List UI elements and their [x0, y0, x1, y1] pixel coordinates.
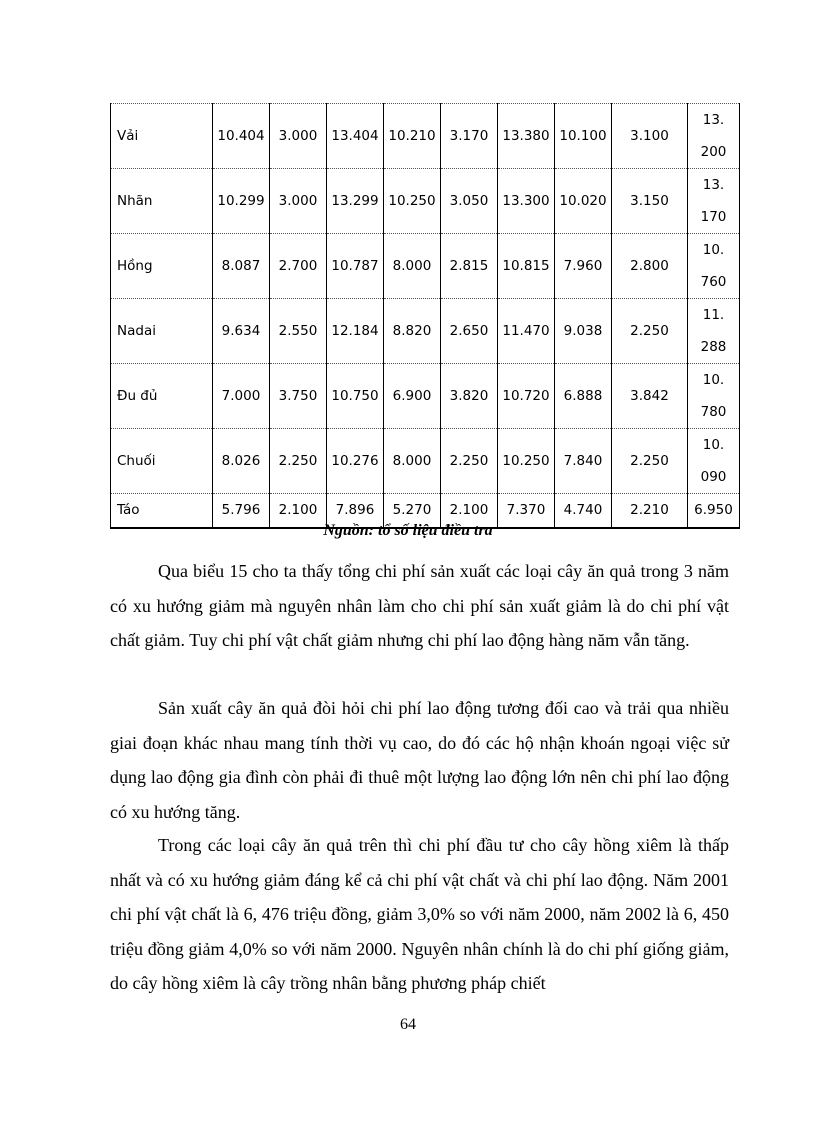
value-cell: 10.250 [498, 429, 555, 494]
value-cell: 10.210 [384, 104, 441, 169]
value-cell: 6.888 [555, 364, 612, 429]
value-cell: 7.896 [327, 494, 384, 529]
value-cell: 3.100 [612, 104, 688, 169]
value-cell: 10.404 [213, 104, 270, 169]
value-cell: 3.170 [441, 104, 498, 169]
crop-name-cell: Nadai [111, 299, 213, 364]
table-row [111, 234, 740, 299]
value-cell: 3.820 [441, 364, 498, 429]
value-cell: 2.100 [270, 494, 327, 529]
value-cell: 8.820 [384, 299, 441, 364]
value-cell: 13.404 [327, 104, 384, 169]
value-cell: 2.250 [441, 429, 498, 494]
crop-name-cell: Vải [111, 104, 213, 169]
crop-name-cell: Hồng [111, 234, 213, 299]
value-cell: 11. 288 [688, 299, 740, 364]
paragraph-3: Trong các loại cây ăn quả trên thì chi phí đầu tư cho cây hồng xiêm là thấp nhất và có xu hướng giảm đáng kể cả chi phí vật chất và chi phí lao động. Năm 2001 chi phí vật chất là 6, 476 triệu đồng, giảm 3,0% so với năm 2000, năm 2002 là 6, 450 triệu đồng giảm 4,0% so với năm 2000. Nguyên nhân chính là do chi phí giống giảm, do cây hồng xiêm là cây trồng nhân bằng phương pháp chiết [110, 835, 729, 993]
value-cell: 10. 090 [688, 429, 740, 494]
value-cell: 10.750 [327, 364, 384, 429]
table-row [111, 169, 740, 234]
value-cell: 10. 760 [688, 234, 740, 299]
value-cell: 10.815 [498, 234, 555, 299]
cost-table-body [111, 104, 740, 529]
value-cell: 3.050 [441, 169, 498, 234]
value-cell: 2.250 [270, 429, 327, 494]
value-cell: 10.020 [555, 169, 612, 234]
value-cell: 2.100 [441, 494, 498, 529]
value-cell: 13.299 [327, 169, 384, 234]
crop-name-cell: Táo [111, 494, 213, 529]
value-cell: 3.000 [270, 169, 327, 234]
value-cell: 11.470 [498, 299, 555, 364]
value-cell: 2.250 [612, 429, 688, 494]
value-cell: 8.000 [384, 429, 441, 494]
value-cell: 10.787 [327, 234, 384, 299]
value-cell: 9.038 [555, 299, 612, 364]
crop-name-cell: Đu đủ [111, 364, 213, 429]
crop-name-cell: Chuối [111, 429, 213, 494]
page-number: 64 [400, 1016, 416, 1033]
value-cell: 7.960 [555, 234, 612, 299]
value-cell: 3.150 [612, 169, 688, 234]
value-cell: 10.276 [327, 429, 384, 494]
value-cell: 13.300 [498, 169, 555, 234]
table-row [111, 104, 740, 169]
value-cell: 7.370 [498, 494, 555, 529]
value-cell: 2.650 [441, 299, 498, 364]
cost-table [110, 103, 740, 529]
value-cell: 2.815 [441, 234, 498, 299]
value-cell: 8.000 [384, 234, 441, 299]
table-row [111, 429, 740, 494]
value-cell: 3.842 [612, 364, 688, 429]
value-cell: 6.950 [688, 494, 740, 529]
value-cell: 9.634 [213, 299, 270, 364]
value-cell: 2.550 [270, 299, 327, 364]
value-cell: 7.000 [213, 364, 270, 429]
crop-name-cell: Nhãn [111, 169, 213, 234]
value-cell: 2.800 [612, 234, 688, 299]
value-cell: 3.750 [270, 364, 327, 429]
value-cell: 8.026 [213, 429, 270, 494]
value-cell: 10.299 [213, 169, 270, 234]
paragraph-2: Sản xuất cây ăn quả đòi hỏi chi phí lao động tương đối cao và trải qua nhiều giai đoạn khác nhau mang tính thời vụ cao, do đó các hộ nhận khoán ngoại việc sử dụng lao động gia đình còn phải đi thuê một lượng lao động lớn nên chi phí lao động có xu hướng tăng. [110, 698, 729, 822]
value-cell: 7.840 [555, 429, 612, 494]
value-cell: 13. 170 [688, 169, 740, 234]
value-cell: 4.740 [555, 494, 612, 529]
value-cell: 2.210 [612, 494, 688, 529]
value-cell: 13. 200 [688, 104, 740, 169]
source-note: Nguồn: tổ số liệu điều tra [323, 522, 493, 539]
value-cell: 2.250 [612, 299, 688, 364]
table-row [111, 364, 740, 429]
value-cell: 10. 780 [688, 364, 740, 429]
value-cell: 2.700 [270, 234, 327, 299]
value-cell: 6.900 [384, 364, 441, 429]
value-cell: 10.250 [384, 169, 441, 234]
value-cell: 3.000 [270, 104, 327, 169]
value-cell: 5.796 [213, 494, 270, 529]
value-cell: 5.270 [384, 494, 441, 529]
paragraph-1: Qua biểu 15 cho ta thấy tổng chi phí sản xuất các loại cây ăn quả trong 3 năm có xu hướng giảm mà nguyên nhân làm cho chi phí sản xuất giảm là do chi phí vật chất giảm. Tuy chi phí vật chất giảm nhưng chi phí lao động hàng năm vẫn tăng. [110, 561, 729, 650]
value-cell: 13.380 [498, 104, 555, 169]
table-row [111, 299, 740, 364]
value-cell: 12.184 [327, 299, 384, 364]
value-cell: 10.100 [555, 104, 612, 169]
value-cell: 10.720 [498, 364, 555, 429]
value-cell: 8.087 [213, 234, 270, 299]
